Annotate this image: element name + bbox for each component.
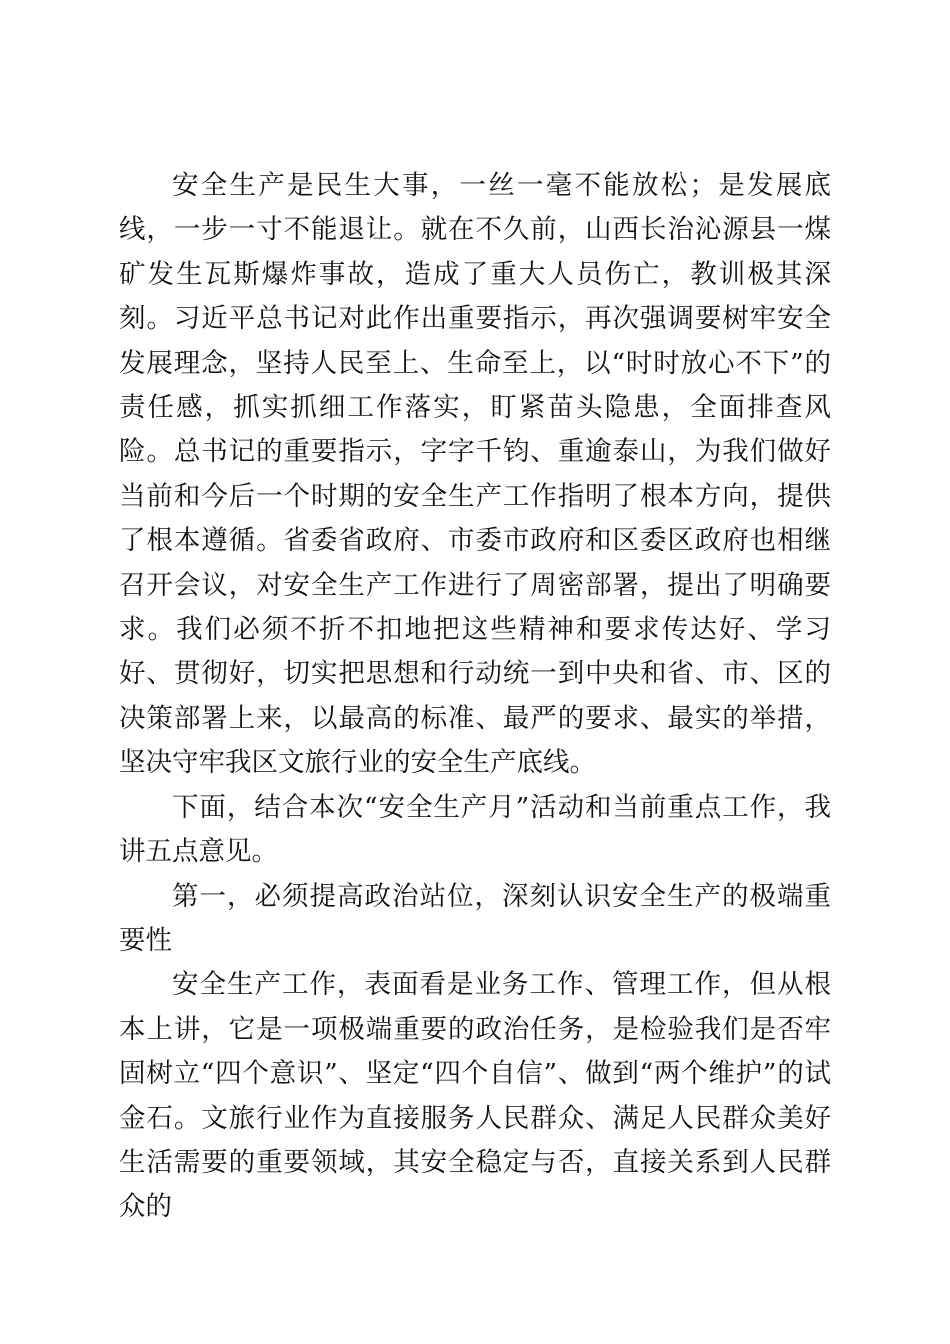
paragraph-transition: 下面，结合本次“安全生产月”活动和当前重点工作，我讲五点意见。 bbox=[119, 791, 831, 868]
section-heading-first: 第一，必须提高政治站位，深刻认识安全生产的极端重要性 bbox=[119, 880, 831, 956]
paragraph-opening: 安全生产是民生大事，一丝一毫不能放松；是发展底线，一步一寸不能退让。就在不久前，山西长治沁源县一煤矿发生瓦斯爆炸事故，造成了重大人员伤亡，教训极其深刻。习近平总书记对此作出重要指示，再次强调要树牢安全发展理念，坚持人民至上、生命至上，以“时时放心不下”的责任感，抓实抓细工作落实，盯紧苗头隐患，全面排查风险。总书记的重要指示，字字千钧、重逾泰山，为我们做好当前和今后一个时期的安全生产工作指明了根本方向，提供了根本遵循。省委省政府、市委市政府和区委区政府也相继召开会议，对安全生产工作进行了周密部署，提出了明确要求。我们必须不折不扣地把这些精神和要求传达好、学习好、贯彻好，切实把思想和行动统一到中央和省、市、区的决策部署上来，以最高的标准、最严的要求、最实的举措，坚决守牢我区文旅行业的安全生产底线。 bbox=[119, 170, 831, 779]
paragraph-section-body: 安全生产工作，表面看是业务工作、管理工作，但从根本上讲，它是一项极端重要的政治任务，是检验我们是否牢固树立“四个意识”、坚定“四个自信”、做到“两个维护”的试金石。文旅行业作为直接服务人民群众、满足人民群众美好生活需要的重要领域，其安全稳定与否，直接关系到人民群众的 bbox=[119, 969, 831, 1223]
document-page bbox=[119, 164, 831, 1230]
